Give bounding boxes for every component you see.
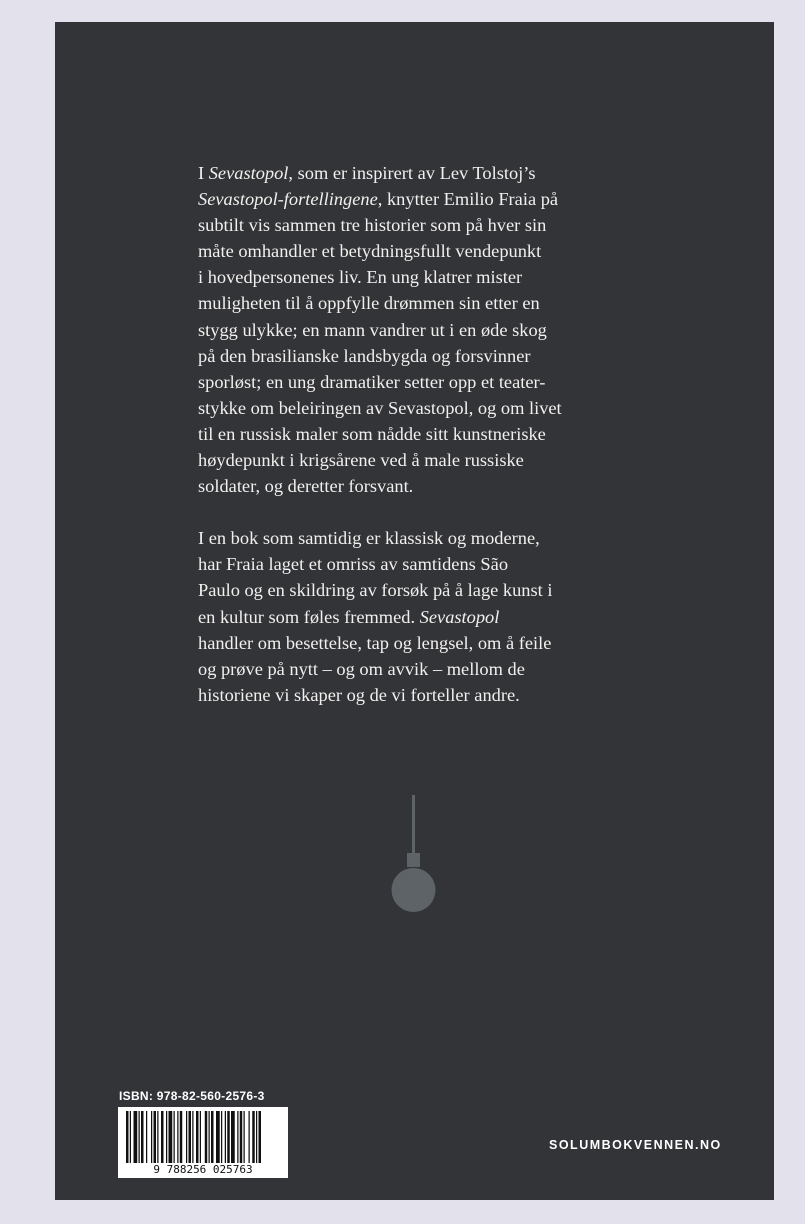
barcode-bar bbox=[186, 1111, 187, 1163]
blurb-line bbox=[198, 264, 648, 290]
blurb-line bbox=[198, 604, 648, 630]
blurb-line bbox=[198, 317, 648, 343]
barcode-bar bbox=[216, 1111, 220, 1163]
blurb-paragraph bbox=[198, 160, 648, 499]
blurb-run: stykke om beleiringen av Sevastopol, og om livet bbox=[198, 397, 562, 418]
blurb-run: handler om besettelse, tap og lengsel, om å feile bbox=[198, 632, 552, 653]
blurb-run: Paulo og en skildring av forsøk på å lage kunst i bbox=[198, 580, 553, 601]
blurb-line bbox=[198, 682, 648, 708]
barcode-bar bbox=[249, 1111, 250, 1163]
blurb-line bbox=[198, 395, 648, 421]
blurb-run: soldater, og deretter forsvant. bbox=[198, 476, 414, 497]
barcode-bar bbox=[225, 1111, 226, 1163]
barcode-bar bbox=[259, 1111, 262, 1163]
blurb-italic-title: Sevastopol-fortellingene bbox=[198, 189, 378, 210]
barcode-bar bbox=[231, 1111, 235, 1163]
blurb-italic-title: Sevastopol bbox=[419, 606, 500, 627]
blurb-run: måte omhandler et betydningsfullt vendepunkt bbox=[198, 241, 542, 262]
barcode-bar bbox=[196, 1111, 199, 1163]
barcode-bar bbox=[256, 1111, 257, 1163]
blurb-line bbox=[198, 656, 648, 682]
barcode-bar bbox=[209, 1111, 210, 1163]
blurb-run: , som er inspirert av Lev Tolstoj’s bbox=[288, 163, 536, 183]
blurb-run: en kultur som føles fremmed. bbox=[198, 606, 420, 627]
barcode-bar bbox=[211, 1111, 214, 1163]
barcode-bar bbox=[200, 1111, 201, 1163]
blurb-run: i hovedpersonenes liv. En ung klatrer mister bbox=[198, 267, 523, 288]
blurb-run: subtilt vis sammen tre historier som på hver sin bbox=[198, 215, 547, 236]
blurb-line bbox=[198, 473, 648, 499]
blurb-run: til en russisk maler som nådde sitt kunstneriske bbox=[198, 423, 546, 444]
blurb-line bbox=[198, 186, 648, 212]
blurb-run: sporløst; en ung dramatiker setter opp et teater- bbox=[198, 371, 546, 392]
blurb-text bbox=[198, 160, 648, 708]
blurb-line bbox=[198, 577, 648, 603]
barcode-bar bbox=[221, 1111, 222, 1163]
blurb-run: , knytter Emilio Fraia på bbox=[377, 189, 559, 210]
barcode-bar bbox=[180, 1111, 183, 1163]
blurb-line bbox=[198, 290, 648, 316]
blurb-line bbox=[198, 630, 648, 656]
blurb-run: historiene vi skaper og de vi forteller andre. bbox=[198, 684, 520, 705]
barcode-bar bbox=[146, 1111, 147, 1163]
barcode-digits: 9 788256 025763 bbox=[153, 1163, 253, 1176]
blurb-run: stygg ulykke; en mann vandrer ut i en øde skog bbox=[198, 319, 547, 340]
isbn-label: ISBN: 978-82-560-2576-3 bbox=[119, 1089, 265, 1103]
blurb-line bbox=[198, 551, 648, 577]
barcode-bar bbox=[154, 1111, 157, 1163]
blurb-run: har Fraia laget et omriss av samtidens São bbox=[198, 554, 509, 575]
barcode-bar bbox=[161, 1111, 164, 1163]
blurb-run: I bbox=[198, 163, 209, 183]
blurb-line bbox=[198, 212, 648, 238]
barcode-bar bbox=[126, 1111, 129, 1163]
barcode-bar bbox=[237, 1111, 238, 1163]
barcode-bar bbox=[151, 1111, 152, 1163]
blurb-line bbox=[198, 421, 648, 447]
blurb-italic-title: Sevastopol bbox=[208, 163, 289, 183]
barcode-bar bbox=[169, 1111, 173, 1163]
pendulum-icon bbox=[390, 795, 440, 915]
barcode-bar bbox=[134, 1111, 138, 1163]
blurb-line bbox=[198, 160, 648, 186]
barcode-bar bbox=[177, 1111, 178, 1163]
barcode-bar bbox=[141, 1111, 144, 1163]
blurb-run: på den brasilianske landsbygda og forsvinner bbox=[198, 345, 531, 366]
barcode-bar bbox=[157, 1111, 158, 1163]
blurb-run: høydepunkt i krigsårene ved å male russiske bbox=[198, 450, 524, 471]
blurb-run: muligheten til å oppfylle drømmen sin etter en bbox=[198, 293, 540, 314]
barcode-bar bbox=[189, 1111, 192, 1163]
barcode-bar bbox=[240, 1111, 243, 1163]
barcode-bar bbox=[227, 1111, 230, 1163]
barcode-bar bbox=[174, 1111, 175, 1163]
publisher-website: SOLUMBOKVENNEN.NO bbox=[549, 1138, 722, 1152]
barcode-bar bbox=[139, 1111, 140, 1163]
barcode-bar bbox=[192, 1111, 193, 1163]
blurb-line bbox=[198, 525, 648, 551]
blurb-run: og prøve på nytt – og om avvik – mellom de bbox=[198, 658, 525, 679]
isbn-barcode bbox=[118, 1107, 288, 1178]
blurb-line bbox=[198, 343, 648, 369]
blurb-line bbox=[198, 447, 648, 473]
blurb-paragraph bbox=[198, 525, 648, 708]
barcode-bar bbox=[244, 1111, 245, 1163]
blurb-line bbox=[198, 369, 648, 395]
barcode-bar bbox=[205, 1111, 208, 1163]
blurb-run: I en bok som samtidig er klassisk og moderne, bbox=[198, 528, 540, 549]
barcode-bar bbox=[130, 1111, 131, 1163]
barcode-bar bbox=[166, 1111, 167, 1163]
barcode-bar bbox=[252, 1111, 255, 1163]
blurb-line bbox=[198, 238, 648, 264]
